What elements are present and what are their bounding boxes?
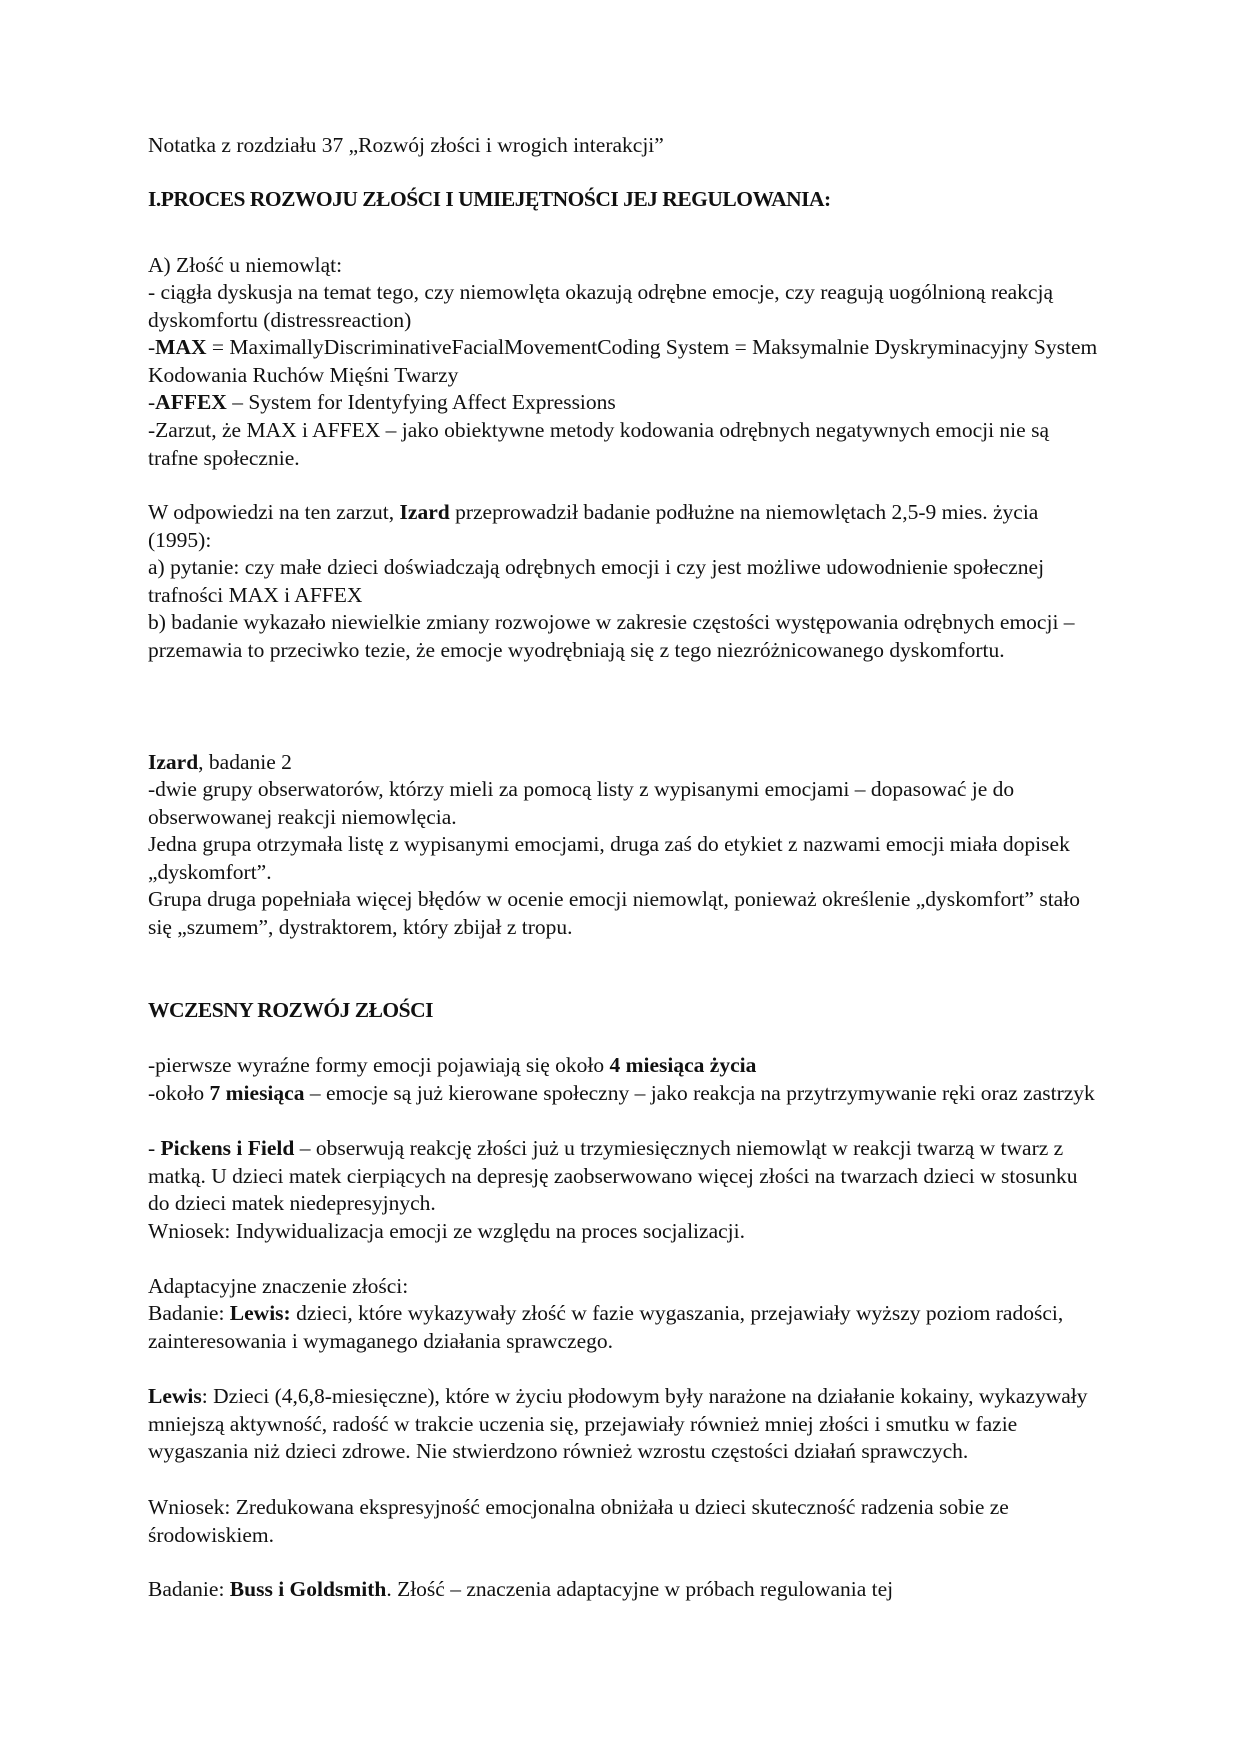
lewis2-post: : Dzieci (4,6,8-miesięczne), które w życiu płodowym były narażone na działanie kokainy, wykazywały mniejszą aktywność, radość w trakcie uczenia się, przejawiały również mniej złości i smutku w fazie wygaszania niż dzieci zdrowe. Nie stwierdzono również wzrostu częstości działań sprawczych.: [148, 1384, 1088, 1463]
affex-prefix: -: [148, 390, 156, 414]
adaptive-heading: Adaptacyjne znaczenie złości:: [148, 1274, 409, 1298]
early-line1-text: -pierwsze wyraźne formy emocji pojawiają się około: [148, 1053, 610, 1077]
buss-pre: Badanie:: [148, 1577, 230, 1601]
early-line1-bold: 4 miesiąca życia: [609, 1053, 757, 1077]
adaptive-study: [148, 1300, 1098, 1355]
section2-heading: WCZESNY ROZWÓJ ZŁOŚCI: [148, 998, 433, 1022]
izard1-pre: W odpowiedzi na ten zarzut,: [148, 500, 400, 524]
max-definition: = MaximallyDiscriminativeFacialMovementCoding System = Maksymalnie Dyskryminacyjny System Kodowania Ruchów Mięśni Twarzy: [148, 335, 1098, 387]
izard1-point-a: a) pytanie: czy małe dzieci doświadczają odrębnych emocji i czy jest możliwe udowodnienie społecznej trafności MAX i AFFEX: [148, 555, 1045, 607]
max-term: MAX: [155, 335, 207, 359]
izard2-title: [148, 749, 1098, 777]
izard1-name: Izard: [399, 500, 450, 524]
early-line2-post: – emocje są już kierowane społeczny – jako reakcja na przytrzymywanie ręki oraz zastrzyk: [304, 1081, 1095, 1105]
adaptive-pre: Badanie:: [148, 1301, 230, 1325]
affex-term: AFFEX: [155, 390, 227, 414]
izard1-post: przeprowadził badanie podłużne na niemowlętach 2,5-9 mies. życia (1995):: [148, 500, 1039, 552]
buss-post: . Złość – znaczenia adaptacyjne w próbach regulowania tej: [386, 1577, 894, 1601]
lewis2-name: Lewis: [148, 1384, 202, 1408]
izard2-title-rest: , badanie 2: [198, 750, 292, 774]
early-line2-pre: -około: [148, 1081, 210, 1105]
early-line2-bold: 7 miesiąca: [209, 1081, 305, 1105]
buss-paragraph: [148, 1576, 1098, 1604]
affex-definition: – System for Identyfying Affect Expressions: [226, 390, 616, 414]
early-line1: [148, 1052, 1098, 1080]
max-prefix: -: [148, 335, 156, 359]
early-line2: [148, 1080, 1098, 1108]
early-line3-pre: -: [148, 1136, 161, 1160]
lewis2-paragraph: [148, 1383, 1098, 1466]
max-paragraph: [148, 334, 1098, 389]
izard2-line3: Grupa druga popełniała więcej błędów w ocenie emocji niemowląt, ponieważ określenie „dyskomfort” stało się „szumem”, dystraktorem, który zbijał z tropu.: [148, 887, 1080, 939]
note-title: Notatka z rozdziału 37 „Rozwój złości i wrogich interakcji”: [148, 133, 664, 157]
izard2-name: Izard: [148, 750, 199, 774]
buss-name: Buss i Goldsmith: [229, 1577, 387, 1601]
izard1-point-b: b) badanie wykazało niewielkie zmiany rozwojowe w zakresie częstości występowania odrębnych emocji – przemawia to przeciwko tezie, że emocje wyodrębniają się z tego niezróżnicowanego dyskomfortu.: [148, 610, 1075, 662]
early-line3-bold: Pickens i Field: [160, 1136, 295, 1160]
infants-line1: - ciągła dyskusja na temat tego, czy niemowlęta okazują odrębne emocje, czy reagują uogólnioną reakcją dyskomfortu (distressreaction): [148, 280, 1053, 332]
objection-paragraph: -Zarzut, że MAX i AFFEX – jako obiektywne metody kodowania odrębnych negatywnych emocji nie są trafne społecznie.: [148, 418, 1049, 470]
adaptive-post: dzieci, które wykazywały złość w fazie wygaszania, przejawiały wyższy poziom radości, zainteresowania i wymaganego działania sprawczego.: [148, 1301, 1064, 1353]
early-line3-post: – obserwują reakcję złości już u trzymiesięcznych niemowląt w reakcji twarzą w twarz z matką. U dzieci matek cierpiących na depresję zaobserwowano więcej złości na twarzach dzieci w stosunku do dzieci matek niedepresyjnych.: [148, 1136, 1078, 1215]
adaptive-name: Lewis:: [229, 1301, 291, 1325]
affex-paragraph: [148, 389, 1098, 417]
lewis2-conclusion: Wniosek: Zredukowana ekspresyjność emocjonalna obniżała u dzieci skuteczność radzenia sobie ze środowiskiem.: [148, 1495, 1009, 1547]
izard2-line2: Jedna grupa otrzymała listę z wypisanymi emocjami, druga zaś do etykiet z nazwami emocji miała dopisek „dyskomfort”.: [148, 832, 1070, 884]
infants-heading: A) Złość u niemowląt:: [148, 253, 343, 277]
izard2-line1: -dwie grupy obserwatorów, którzy mieli za pomocą listy z wypisanymi emocjami – dopasować je do obserwowanej reakcji niemowlęcia.: [148, 777, 1015, 829]
early-conclusion: Wniosek: Indywidualizacja emocji ze względu na proces socjalizacji.: [148, 1219, 745, 1243]
section1-heading: I.PROCES ROZWOJU ZŁOŚCI I UMIEJĘTNOŚCI JEJ REGULOWANIA:: [148, 187, 831, 211]
izard1-intro: [148, 499, 1098, 554]
early-line3: [148, 1135, 1098, 1218]
